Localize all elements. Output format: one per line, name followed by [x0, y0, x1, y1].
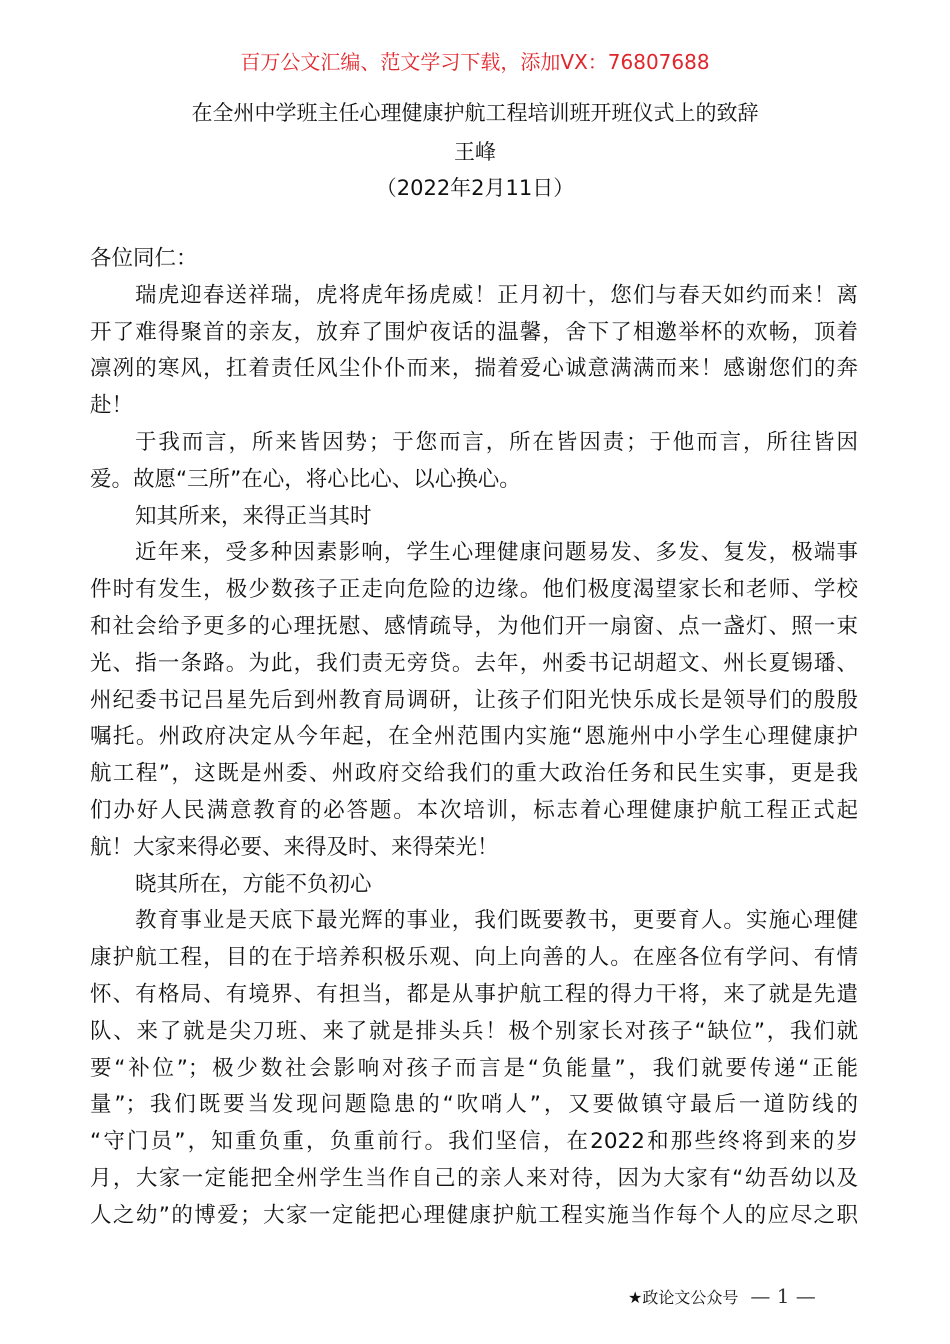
- text-line: 光、指一条路。为此，我们责无旁贷。去年，州委书记胡超文、州长夏锡璠、: [90, 650, 858, 676]
- text-line: 州纪委书记吕星先后到州教育局调研，让孩子们阳光快乐成长是领导们的殷殷: [90, 687, 858, 713]
- text-line: 航！大家来得必要、来得及时、来得荣光！: [90, 834, 499, 860]
- text-line: 和社会给予更多的心理抚慰、感情疏导，为他们开一扇窗、点一盏灯、照一束: [90, 613, 858, 639]
- text-line: 教育事业是天底下最光辉的事业，我们既要教书，更要育人。实施心理健: [135, 908, 858, 934]
- author: 王峰: [454, 140, 496, 164]
- text-line: 人之幼”的博爱；大家一定能把心理健康护航工程实施当作每个人的应尽之职: [90, 1202, 858, 1228]
- text-line: 于我而言，所来皆因势；于您而言，所在皆因责；于他而言，所往皆因: [135, 429, 858, 455]
- text-line: 知其所来，来得正当其时: [135, 503, 372, 529]
- speech-date: （2022年2月11日）: [375, 176, 575, 200]
- download-banner: 百万公文汇编、范文学习下载，添加VX：76807688: [240, 50, 710, 74]
- text-line: 开了难得聚首的亲友，放弃了围炉夜话的温馨，舍下了相邀举杯的欢畅，顶着: [90, 319, 858, 345]
- text-line: 怀、有格局、有境界、有担当，都是从事护航工程的得力干将，来了就是先遣: [90, 981, 858, 1007]
- text-line: 件时有发生，极少数孩子正走向危险的边缘。他们极度渴望家长和老师、学校: [90, 577, 858, 603]
- text-line: 队、来了就是尖刀班、来了就是排头兵！极个别家长对孩子“缺位”，我们就: [90, 1018, 858, 1044]
- text-line: 各位同仁：: [90, 246, 198, 271]
- text-line: 凛冽的寒风，扛着责任风尘仆仆而来，揣着爱心诚意满满而来！感谢您们的奔: [90, 356, 858, 382]
- text-line: 航工程”，这既是州委、州政府交给我们的重大政治任务和民生实事，更是我: [90, 761, 858, 787]
- document-title: 在全州中学班主任心理健康护航工程培训班开班仪式上的致辞: [191, 101, 759, 125]
- document-body: [90, 244, 858, 1238]
- text-line: 晓其所在，方能不负初心: [135, 871, 372, 897]
- text-line: 嘱托。州政府决定从今年起，在全州范围内实施“恩施州中小学生心理健康护: [90, 724, 858, 750]
- text-line: “守门员”，知重负重，负重前行。我们坚信，在2022和那些终将到来的岁: [90, 1129, 858, 1155]
- text-line: 量”；我们既要当发现问题隐患的“吹哨人”，又要做镇守最后一道防线的: [90, 1092, 858, 1118]
- text-line: 康护航工程，目的在于培养积极乐观、向上向善的人。在座各位有学问、有情: [90, 945, 858, 971]
- text-line: 赴！: [90, 393, 134, 419]
- text-line: 爱。故愿“三所”在心，将心比心、以心换心。: [90, 466, 521, 492]
- text-line: 要“补位”；极少数社会影响对孩子而言是“负能量”，我们就要传递“正能: [90, 1055, 858, 1081]
- text-line: 们办好人民满意教育的必答题。本次培训，标志着心理健康护航工程正式起: [90, 797, 858, 823]
- page-footer: [628, 1284, 816, 1308]
- footer-source: ★政论文公众号: [628, 1287, 739, 1307]
- text-line: 近年来，受多种因素影响，学生心理健康问题易发、多发、复发，极端事: [135, 540, 858, 566]
- text-line: 月，大家一定能把全州学生当作自己的亲人来对待，因为大家有“幼吾幼以及: [90, 1165, 858, 1191]
- page-number: — 1 —: [750, 1284, 816, 1308]
- text-line: 瑞虎迎春送祥瑞，虎将虎年扬虎威！正月初十，您们与春天如约而来！离: [135, 282, 858, 308]
